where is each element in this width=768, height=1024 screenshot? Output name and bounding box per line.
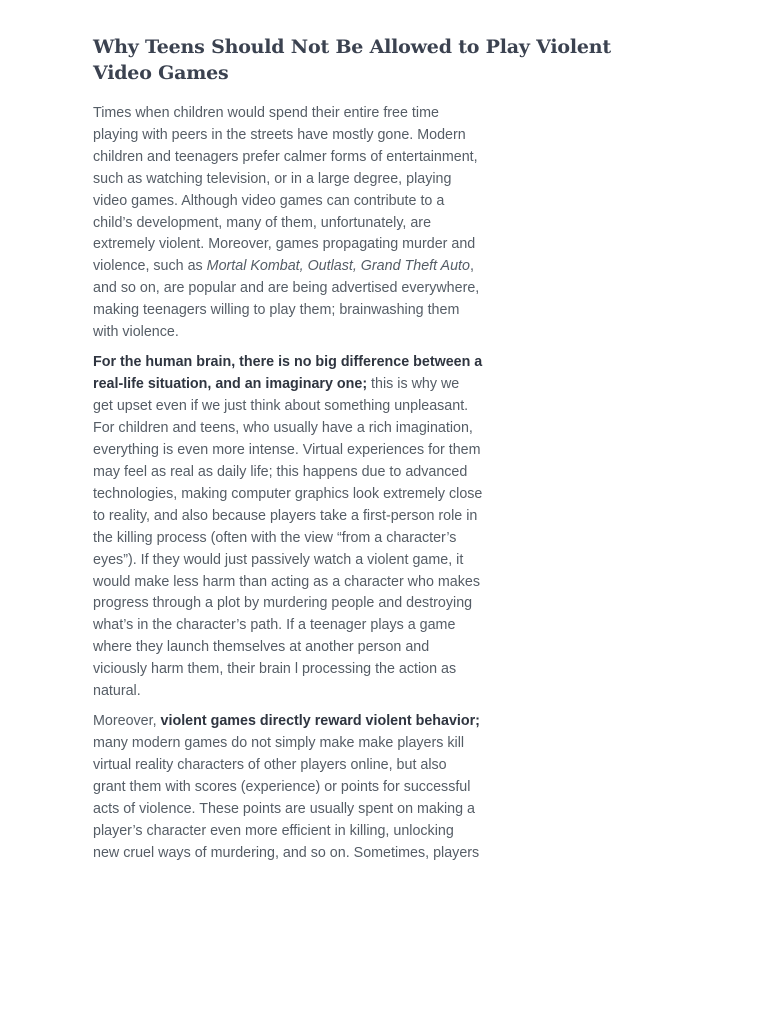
paragraph-1-text-a: Times when children would spend their entire free time playing with peers in the streets have mostly gone. Modern children and teenagers prefer calmer forms of entertainment, such as watching television, or in a large degree, playing video games. Although video games can contribute to a child’s development, many of them, unfortunately, are extremely violent. Moreover, games propagating murder and violence, such as [93, 105, 478, 275]
paragraph-1-text-b: , and so on, are popular and are being advertised everywhere, making teenagers willing to play them; brainwashing them with violence. [93, 258, 480, 341]
paragraph-1-game-titles: Mortal Kombat, Outlast, Grand Theft Auto [206, 258, 470, 275]
paragraph-3 [93, 711, 483, 864]
paragraph-1 [93, 103, 483, 344]
article-title: Why Teens Should Not Be Allowed to Play Violent Video Games [93, 36, 611, 84]
paragraph-2-text: this is why we get upset even if we just think about something unpleasant. For children and teens, who usually have a rich imagination, everything is even more intense. Virtual experiences for them may feel as real as daily life; this happens due to advanced technologies, making computer graphics look extremely close to reality, and also because players take a first-person role in the killing process (often with the view “from a character’s eyes”). If they would just passively watch a violent game, it would make less harm than acting as a character who makes progress through a plot by murdering people and destroying what’s in the character’s path. If a teenager plays a game where they launch themselves at another person and viciously harm them, their brain l processing the action as natural. [93, 376, 483, 700]
paragraph-3-text-b: many modern games do not simply make make players kill virtual reality characters of other players online, but also grant them with scores (experience) or points for successful acts of violence. These points are usually spent on making a player’s character even more efficient in killing, unlocking new cruel ways of murdering, and so on. Sometimes, players [93, 735, 480, 861]
paragraph-3-text-a: Moreover, [93, 713, 161, 730]
paragraph-2-bold-lead: For the human brain, there is no big difference between a real-life situation, and an imaginary one; [93, 354, 483, 393]
paragraph-2 [93, 352, 483, 703]
paragraph-3-bold: violent games directly reward violent behavior; [160, 713, 480, 730]
article [93, 34, 663, 873]
